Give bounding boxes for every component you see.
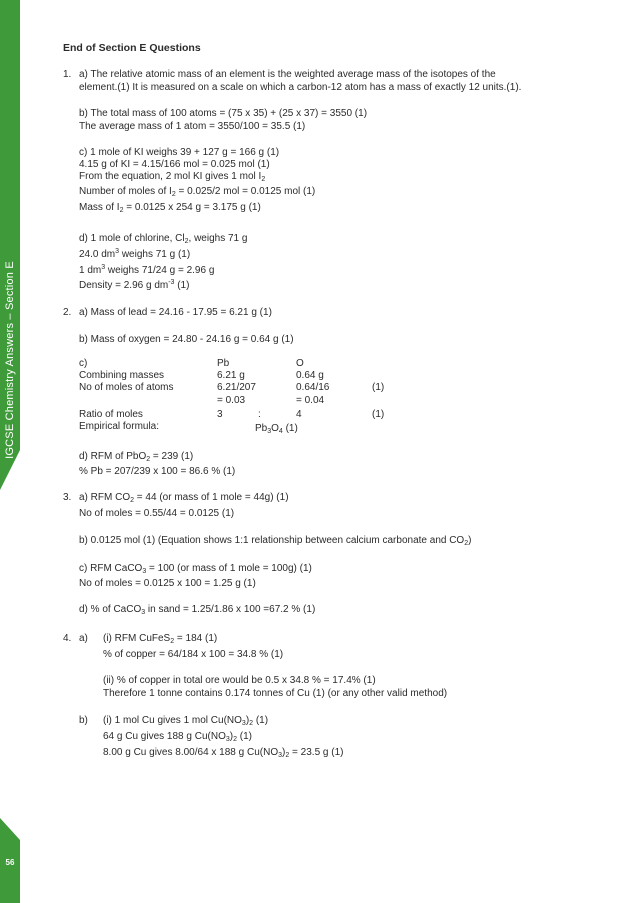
- q2-ratio-separator: :: [258, 409, 261, 420]
- q4-a-line1: (i) RFM CuFeS$_2$ = 184 (1): [103, 633, 218, 645]
- q2-table-cell: 4: [296, 409, 302, 420]
- q3-d-line: d) % of CaCO$_3$ in sand = 1.25/1.86 x 100 =67.2 % (1): [79, 604, 316, 616]
- q2-table-header-o: O: [296, 358, 304, 369]
- q2-table-mark: (1): [372, 409, 385, 420]
- q2-table-cell: 6.21/207: [217, 382, 256, 393]
- q2-empirical-label: Empirical formula:: [79, 421, 160, 432]
- q2-table-row-label: Ratio of moles: [79, 409, 143, 420]
- page-number: 56: [5, 858, 15, 867]
- q1-d-line4: Density = 2.96 g $dm^{-3}$ (1): [79, 279, 190, 291]
- q4-number: 4.: [63, 633, 72, 644]
- q4-b-line2: 64 g Cu gives 188 g $Cu(NO_3)_2$ (1): [103, 731, 252, 743]
- q2-table-cell: = 0.04: [296, 395, 325, 406]
- section-heading: End of Section E Questions: [63, 42, 201, 54]
- q4-a-line3: (ii) % of copper in total ore would be 0.5 x 34.8 % = 17.4% (1): [103, 675, 376, 686]
- q4-b-line1: (i) 1 mol Cu gives 1 mol $Cu(NO_3)_2$ (1): [103, 715, 269, 727]
- q4-a-label: a): [79, 633, 88, 644]
- q2-d-line1: d) RFM of PbO$_2$ = 239 (1): [79, 451, 194, 463]
- q1-b-line1: b) The total mass of 100 atoms = (75 x 35) + (25 x 37) = 3550 (1): [79, 108, 368, 119]
- q1-d-line2: 24.0 $dm^3$ weighs 71 g (1): [79, 248, 191, 260]
- q1-b-line2: The average mass of 1 atom = 3550/100 = 35.5 (1): [79, 121, 306, 132]
- q2-d-line2: % Pb = 207/239 x 100 = 86.6 % (1): [79, 466, 236, 477]
- q1-d-line1: d) 1 mole of chlorine, $Cl_2$, weighs 71 g: [79, 233, 248, 245]
- q3-c-line2: No of moles = 0.0125 x 100 = 1.25 g (1): [79, 578, 256, 589]
- q2-empirical-formula: $Pb_3O_4$ (1): [255, 423, 298, 435]
- q3-a-line1: a) RFM $CO_2 = 44$ (or mass of 1 mole = 44g) (1): [79, 492, 289, 504]
- q1-a-line2: element.(1) It is measured on a scale on which a carbon-12 atom has a mass of exactly 12 units.(1).: [79, 82, 522, 93]
- q2-table-cell: 3: [217, 409, 223, 420]
- q2-b: b) Mass of oxygen = 24.80 - 24.16 g = 0.64 g (1): [79, 334, 294, 345]
- q3-b-line: b) 0.0125 mol (1) (Equation shows 1:1 relationship between calcium carbonate and $CO_2$): [79, 535, 472, 547]
- q1-c-line5: Mass of $I_2 = 0.0125$ x 254 g = 3.175 g (1): [79, 202, 261, 214]
- q2-number: 2.: [63, 307, 72, 318]
- q1-c-line1: c) 1 mole of KI weighs 39 + 127 g = 166 g (1): [79, 147, 280, 158]
- q2-table-cell: 0.64/16: [296, 382, 330, 393]
- q1-c-line4: Number of moles of $I_2 = 0.025/2$ mol = 0.0125 mol (1): [79, 186, 316, 198]
- q2-c-label: c): [79, 358, 88, 369]
- q4-a-line2: % of copper = 64/184 x 100 = 34.8 % (1): [103, 649, 284, 660]
- q2-table-header-pb: Pb: [217, 358, 230, 369]
- q2-table-mark: (1): [372, 382, 385, 393]
- q2-table-cell: 0.64 g: [296, 370, 324, 381]
- q1-c-line3: From the equation, 2 mol KI gives 1 mol $I_2$: [79, 171, 266, 183]
- q1-c-line2: 4.15 g of KI = 4.15/166 mol = 0.025 mol (1): [79, 159, 270, 170]
- q3-number: 3.: [63, 492, 72, 503]
- q3-a-line2: No of moles = 0.55/44 = 0.0125 (1): [79, 508, 235, 519]
- q2-table-row-label: Combining masses: [79, 370, 165, 381]
- q1-number: 1.: [63, 69, 72, 80]
- q2-table-row-label: No of moles of atoms: [79, 382, 174, 393]
- q1-d-line3: 1 $dm^3$ weighs 71/24 g = 2.96 g: [79, 264, 215, 276]
- q3-c-line1: c) RFM CaCO$_3$ = 100 (or mass of 1 mole = 100g) (1): [79, 563, 312, 575]
- q4-a-line4: Therefore 1 tonne contains 0.174 tonnes of Cu (1) (or any other valid method): [103, 688, 448, 699]
- q2-table-cell: 6.21 g: [217, 370, 245, 381]
- q4-b-label: b): [79, 715, 88, 726]
- q4-b-line3: 8.00 g Cu gives 8.00/64 x 188 g $Cu(NO_3)_2 = 23.5$ g (1): [103, 747, 344, 759]
- q2-a: a) Mass of lead = 24.16 - 17.95 = 6.21 g (1): [79, 307, 272, 318]
- q2-table-cell: = 0.03: [217, 395, 246, 406]
- q1-a-line1: a) The relative atomic mass of an element is the weighted average mass of the isotopes of the: [79, 69, 496, 80]
- sidebar-label: IGCSE Chemistry Answers – Section E: [4, 261, 16, 459]
